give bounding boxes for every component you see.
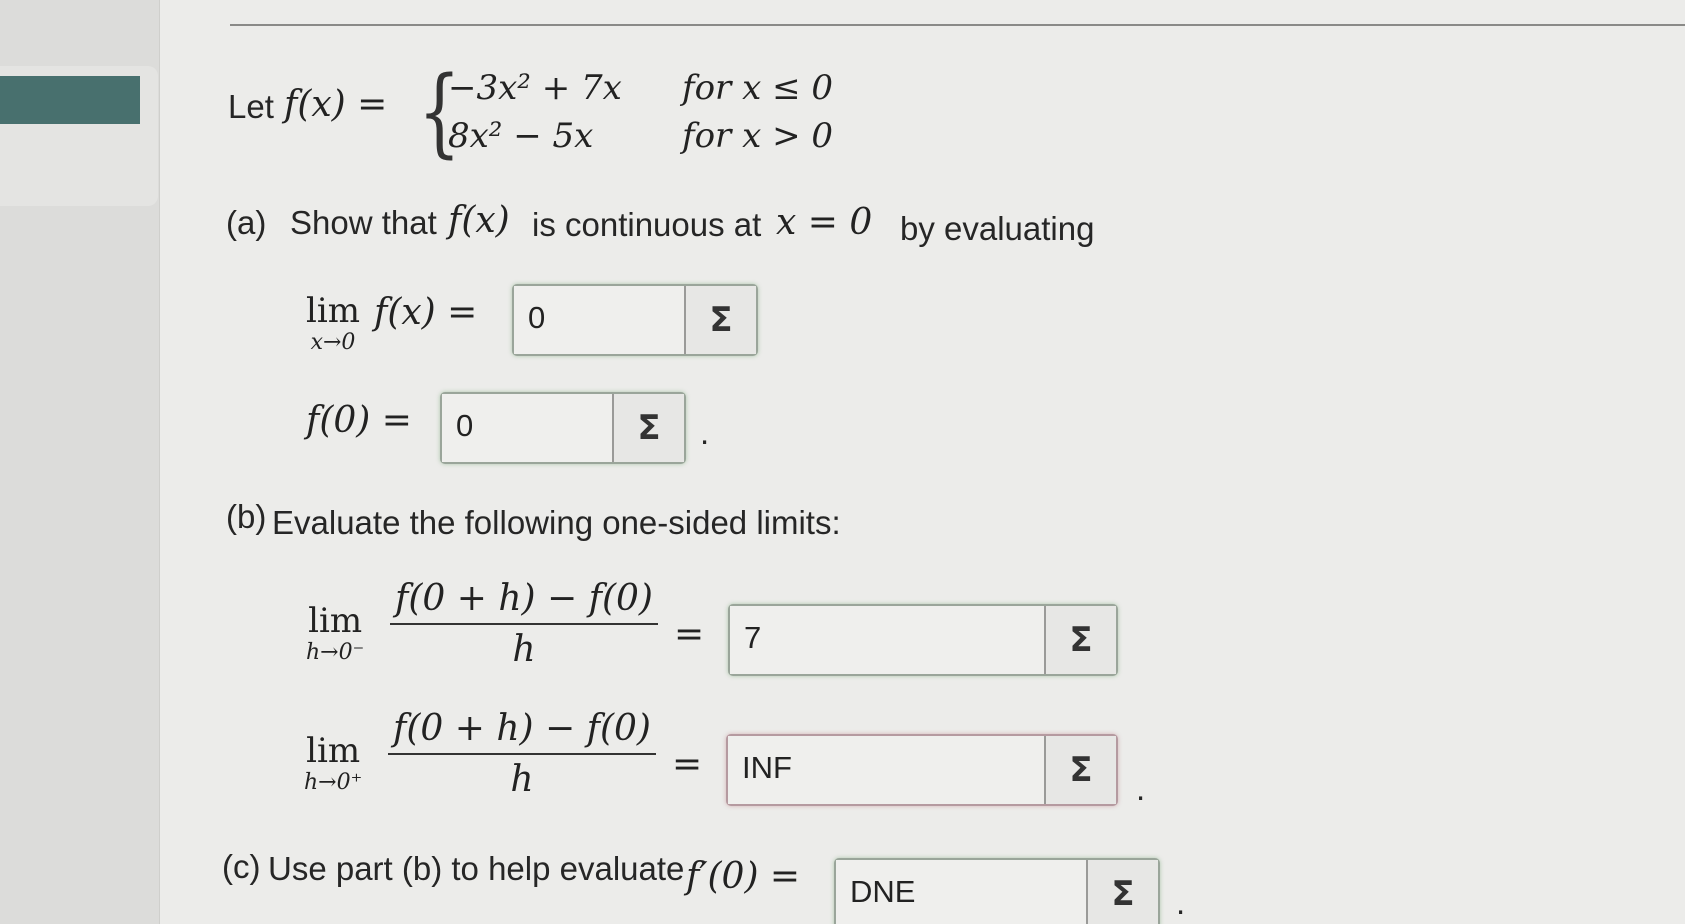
sigma-button[interactable]: Σ	[1046, 736, 1116, 804]
right-limit-answer-box	[726, 734, 1118, 806]
sigma-button[interactable]: Σ	[686, 286, 756, 354]
piece2-expression: 8x² − 5x	[448, 116, 594, 156]
sidebar-accent-bar[interactable]	[0, 76, 140, 124]
limit-h-to-0-plus	[304, 731, 363, 795]
piece2-condition: for x > 0	[682, 116, 834, 156]
part-a-label: (a)	[226, 204, 267, 241]
period: .	[1136, 770, 1146, 807]
numerator: f(0 + h) − f(0)	[393, 708, 651, 749]
part-b-text: Evaluate the following one-sided limits:	[272, 504, 841, 541]
period: .	[700, 414, 710, 451]
derivative-answer-box	[834, 858, 1160, 924]
piece1-condition: for x ≤ 0	[682, 68, 834, 108]
difference-quotient-left	[390, 578, 658, 670]
part-a-fx: f(x)	[448, 200, 510, 241]
equals-sign: =	[672, 744, 703, 785]
part-a-text-3: by evaluating	[900, 210, 1095, 247]
sigma-button[interactable]: Σ	[1088, 860, 1158, 924]
lim-fx: f(x) =	[374, 292, 478, 333]
numerator: f(0 + h) − f(0)	[395, 578, 653, 619]
left-sidebar	[0, 0, 160, 924]
fraction-bar	[388, 753, 656, 755]
limit-h-to-0-minus	[306, 601, 365, 665]
fraction-bar	[390, 623, 658, 625]
f0-answer-box	[440, 392, 686, 464]
sigma-button[interactable]: Σ	[614, 394, 684, 462]
derivative-answer-input[interactable]: DNE	[836, 860, 1088, 924]
sigma-button[interactable]: Σ	[1046, 606, 1116, 674]
fprime-label: f′(0) =	[686, 856, 801, 897]
part-a-text-2: is continuous at	[532, 206, 762, 243]
left-limit-answer-input[interactable]: 7	[730, 606, 1046, 674]
limit-answer-input[interactable]: 0	[514, 286, 686, 354]
part-a-condition: x = 0	[776, 202, 873, 243]
left-limit-answer-box	[728, 604, 1118, 676]
f0-answer-input[interactable]: 0	[442, 394, 614, 462]
lim-word: lim	[306, 291, 360, 331]
right-limit-answer-input[interactable]: INF	[728, 736, 1046, 804]
limit-x-to-0	[306, 291, 360, 355]
lim-word: lim	[306, 731, 361, 771]
difference-quotient-right	[388, 708, 656, 800]
let-text: Let	[228, 88, 274, 125]
piece1-expression: −3x² + 7x	[448, 68, 622, 108]
denominator: h	[510, 759, 534, 800]
f0-label: f(0) =	[306, 400, 412, 441]
period: .	[1176, 884, 1186, 921]
piecewise-brace: {	[418, 56, 461, 168]
limit-answer-box	[512, 284, 758, 356]
part-a-text-1: Show that	[290, 204, 437, 241]
part-c-label: (c)	[222, 848, 261, 885]
lim-subscript: x→0	[310, 330, 356, 355]
divider	[230, 24, 1685, 26]
lim-subscript-left: h→0⁻	[306, 640, 365, 665]
part-b-label: (b)	[226, 498, 267, 535]
equals-sign: =	[674, 614, 705, 655]
lim-word: lim	[308, 601, 363, 641]
function-name: f(x) =	[284, 84, 388, 125]
part-c-text: Use part (b) to help evaluate	[268, 850, 685, 887]
lim-subscript-right: h→0⁺	[304, 770, 363, 795]
denominator: h	[512, 629, 536, 670]
